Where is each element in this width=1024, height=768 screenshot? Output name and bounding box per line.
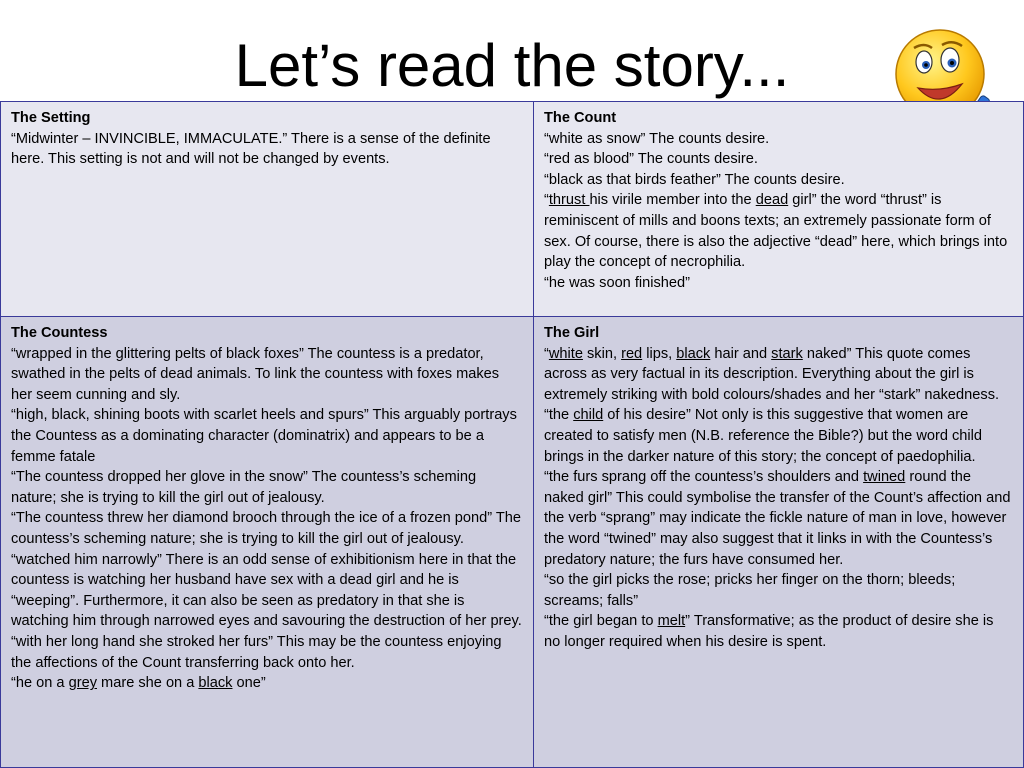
girl-quote-1: “white skin, red lips, black hair and stark naked” This quote comes across as very factual in its description. Everything about the girl is extremely striking with bold colours/shades and her “stark” nakedness. (544, 345, 1000, 403)
countess-cell (1, 317, 534, 768)
story-analysis-table (0, 101, 1024, 768)
count-heading: The Count (544, 110, 617, 126)
setting-cell (1, 102, 534, 317)
countess-quote-4: “The countess threw her diamond brooch through the ice of a frozen pond” The countess’s scheming nature; she is trying to kill the girl out of jealousy. (11, 510, 522, 547)
countess-quote-6: “with her long hand she stroked her furs” This may be the countess enjoying the affections of the Count transferring back onto her. (11, 633, 502, 671)
count-quote-2: “red as blood” The counts desire. (544, 151, 758, 168)
girl-heading: The Girl (544, 325, 600, 341)
girl-quote-5: “the girl began to melt” Transformative; as the product of desire she is no longer required when his desire is spent. (544, 613, 994, 650)
countess-quote-3: “The countess dropped her glove in the snow” The countess’s scheming nature; she is trying to kill the girl out of jealousy. (11, 469, 477, 506)
countess-quote-7: “he on a grey mare she on a black one” (11, 675, 266, 692)
count-cell (534, 102, 1024, 317)
girl-quote-2: “the child of his desire” Not only is this suggestive that women are created to satisfy men (N.B. reference the Bible?) but the word child brings in the darker nature of this story; the concept of paedophilia. (544, 407, 983, 465)
count-quote-1: “white as snow” The counts desire. (544, 130, 770, 147)
count-quote-5: “he was soon finished” (544, 274, 691, 291)
countess-quote-2: “high, black, shining boots with scarlet heels and spurs” This arguably portrays the Countess as a dominating character (dominatrix) and appears to be a femme fatale (11, 407, 517, 465)
setting-text: “Midwinter – INVINCIBLE, IMMACULATE.” There is a sense of the definite here. This setting is not and will not be changed by events. (11, 130, 491, 168)
count-quote-3: “black as that birds feather” The counts desire. (544, 171, 845, 188)
girl-quote-3: “the furs sprang off the countess’s shoulders and twined round the naked girl” This could symbolise the transfer of the Count’s affection and the verb “sprang” may indicate the fickle nature of man in love, however the word “twined” may also suggest that it links in with the Countess’s predatory nature; the furs have consumed her. (544, 469, 1011, 568)
count-quote-4: “thrust his virile member into the dead girl” the word “thrust” is reminiscent of mills and boons texts; an extremely passionate form of sex. Of course, there is also the adjective “dead” here, which brings into play the concept of necrophilia. (544, 192, 1008, 271)
girl-quote-4: “so the girl picks the rose; pricks her finger on the thorn; bleeds; screams; falls” (544, 572, 956, 609)
countess-quote-1: “wrapped in the glittering pelts of black foxes” The countess is a predator, swathed in the pelts of dead animals. To link the countess with foxes makes her seem cunning and sly. (11, 345, 500, 403)
setting-heading: The Setting (11, 110, 91, 126)
countess-quote-5: “watched him narrowly” There is an odd sense of exhibitionism here in that the countess is watching her husband have sex with a dead girl and he is “weeping”. Furthermore, it can also be seen as predatory in that she is watching him through narrowed eyes and savouring the destruction of her prey. (11, 551, 522, 630)
slide-title: Let’s read the story... (234, 32, 790, 99)
countess-heading: The Countess (11, 325, 108, 341)
girl-cell (534, 317, 1024, 768)
